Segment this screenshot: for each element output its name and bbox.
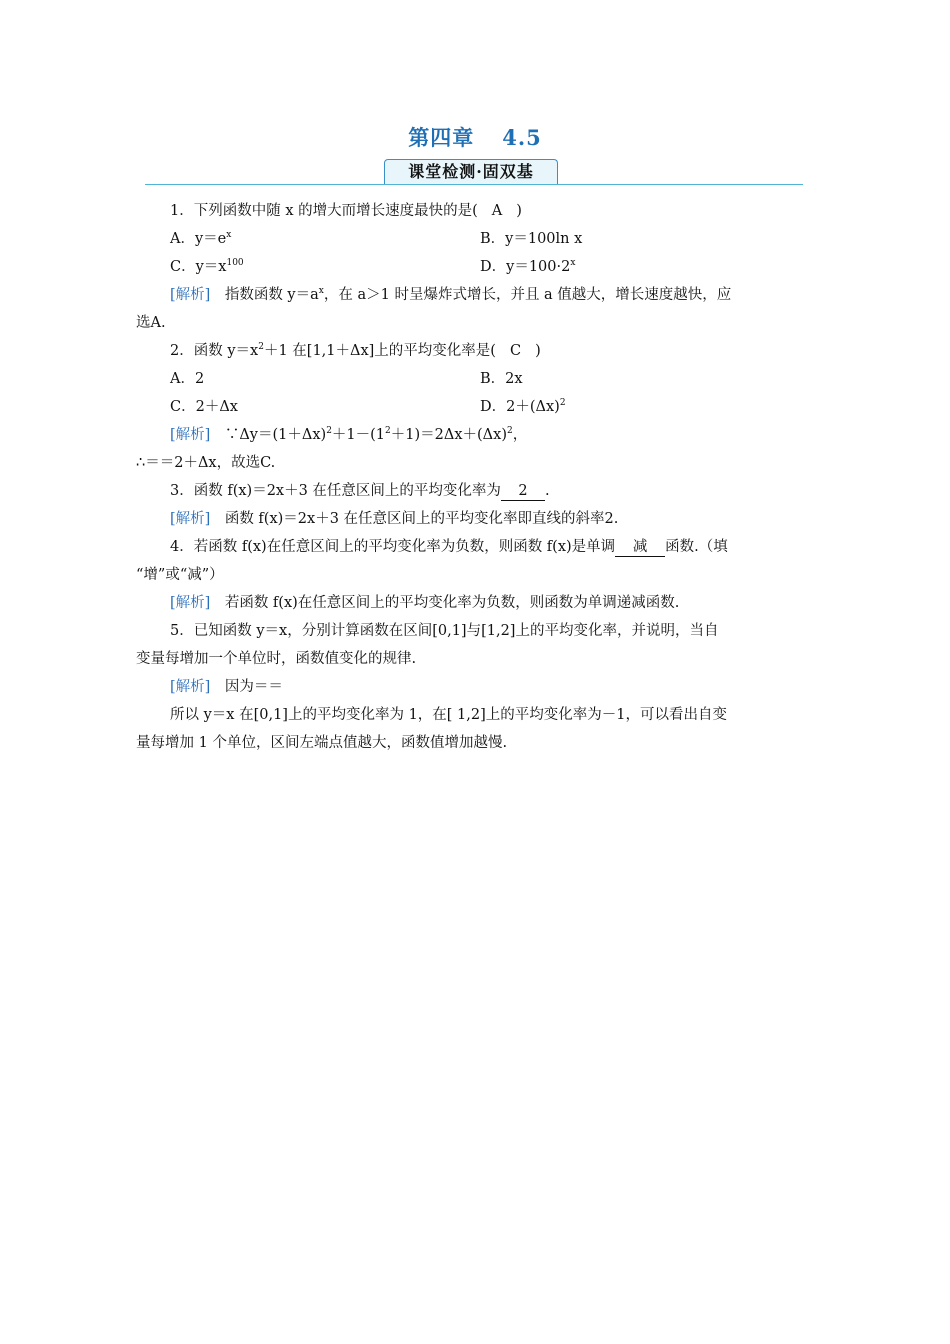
q2-analysis-line1: [解析] $\because\Delta y=(1+\Delta x)^2+1-(1^2+1)=2\Delta x+(\Delta x)^2$， [170, 426, 528, 443]
section-number: 4.5 [502, 125, 542, 150]
q4-stem-line1: 4．若函数 f(x)在任意区间上的平均变化率为负数，则函数 f(x)是单调 减 函数.（填 [170, 539, 728, 555]
analysis-tag: [解析] [170, 595, 211, 611]
q2-options-row2 [0, 397, 950, 417]
q2-analysis-line2: ∴＝＝2＋Δx，故选C. [136, 455, 276, 471]
q5-analysis-line3: 量每增加 1 个单位，区间左端点值越大，函数值增加越慢. [136, 735, 508, 751]
q1-option-c: C．$y=x^{100}$ [170, 258, 244, 275]
q5-stem-line1: 5．已知函数 y＝x，分别计算函数在区间[0,1]与[1,2]上的平均变化率，并说明，当自 [170, 623, 719, 639]
q2-answer: C [509, 343, 522, 359]
q3-answer-blank: 2 [501, 482, 545, 501]
chapter-label: 第四章 [408, 125, 475, 150]
q1-option-a: A．$y=e^x$ [170, 230, 232, 247]
analysis-tag: [解析] [170, 679, 211, 695]
chapter-title [0, 122, 950, 152]
q2-options-row1 [0, 369, 950, 389]
q1-option-d: D．$y=100\cdot 2^x$ [480, 258, 576, 275]
q1-option-b: B．y＝100ln x [480, 231, 583, 247]
q3-stem: 3．函数 f(x)＝2x＋3 在任意区间上的平均变化率为 2 . [170, 483, 550, 499]
q2-option-d: D．$2+(\Delta x)^2$ [480, 398, 566, 415]
q1-options-row2 [0, 257, 950, 277]
q1-analysis-line1: [解析] 指数函数 $y=a^x$，在 a＞1 时呈爆炸式增长，并且 a 值越大，增长速度越快，应 [170, 286, 732, 303]
q5-analysis-line1: [解析] 因为＝＝ [170, 679, 283, 695]
q4-analysis: [解析] 若函数 f(x)在任意区间上的平均变化率为负数，则函数为单调递减函数. [170, 595, 680, 611]
q1-options-row1 [0, 229, 950, 249]
q1-stem: 1．下列函数中随 x 的增大而增长速度最快的是( A ) [170, 203, 522, 219]
q1-analysis-line2: 选A. [136, 315, 166, 331]
q2-option-c: C．2＋Δx [170, 399, 238, 415]
q4-stem-line2: “增”或“减”） [136, 567, 224, 583]
analysis-tag: [解析] [170, 511, 211, 527]
section-banner: 课堂检测·固双基 [384, 159, 558, 184]
analysis-tag: [解析] [170, 287, 211, 303]
q5-analysis-line2: 所以 y＝x 在[0,1]上的平均变化率为 1，在[ 1,2]上的平均变化率为－1，可以看出自变 [170, 707, 728, 723]
q3-analysis: [解析] 函数 f(x)＝2x＋3 在任意区间上的平均变化率即直线的斜率2. [170, 511, 619, 527]
q2-option-a: A．2 [170, 371, 205, 387]
q2-option-b: B．2x [480, 371, 523, 387]
q1-answer: A [491, 203, 503, 219]
analysis-tag: [解析] [170, 427, 211, 443]
q4-answer-blank: 减 [615, 538, 665, 557]
banner-divider [145, 184, 803, 185]
q5-stem-line2: 变量每增加一个单位时，函数值变化的规律. [136, 651, 417, 667]
q2-stem: 2．函数 $y=x^2+1$ 在[1,1＋Δx]上的平均变化率是( C ) [170, 342, 541, 359]
